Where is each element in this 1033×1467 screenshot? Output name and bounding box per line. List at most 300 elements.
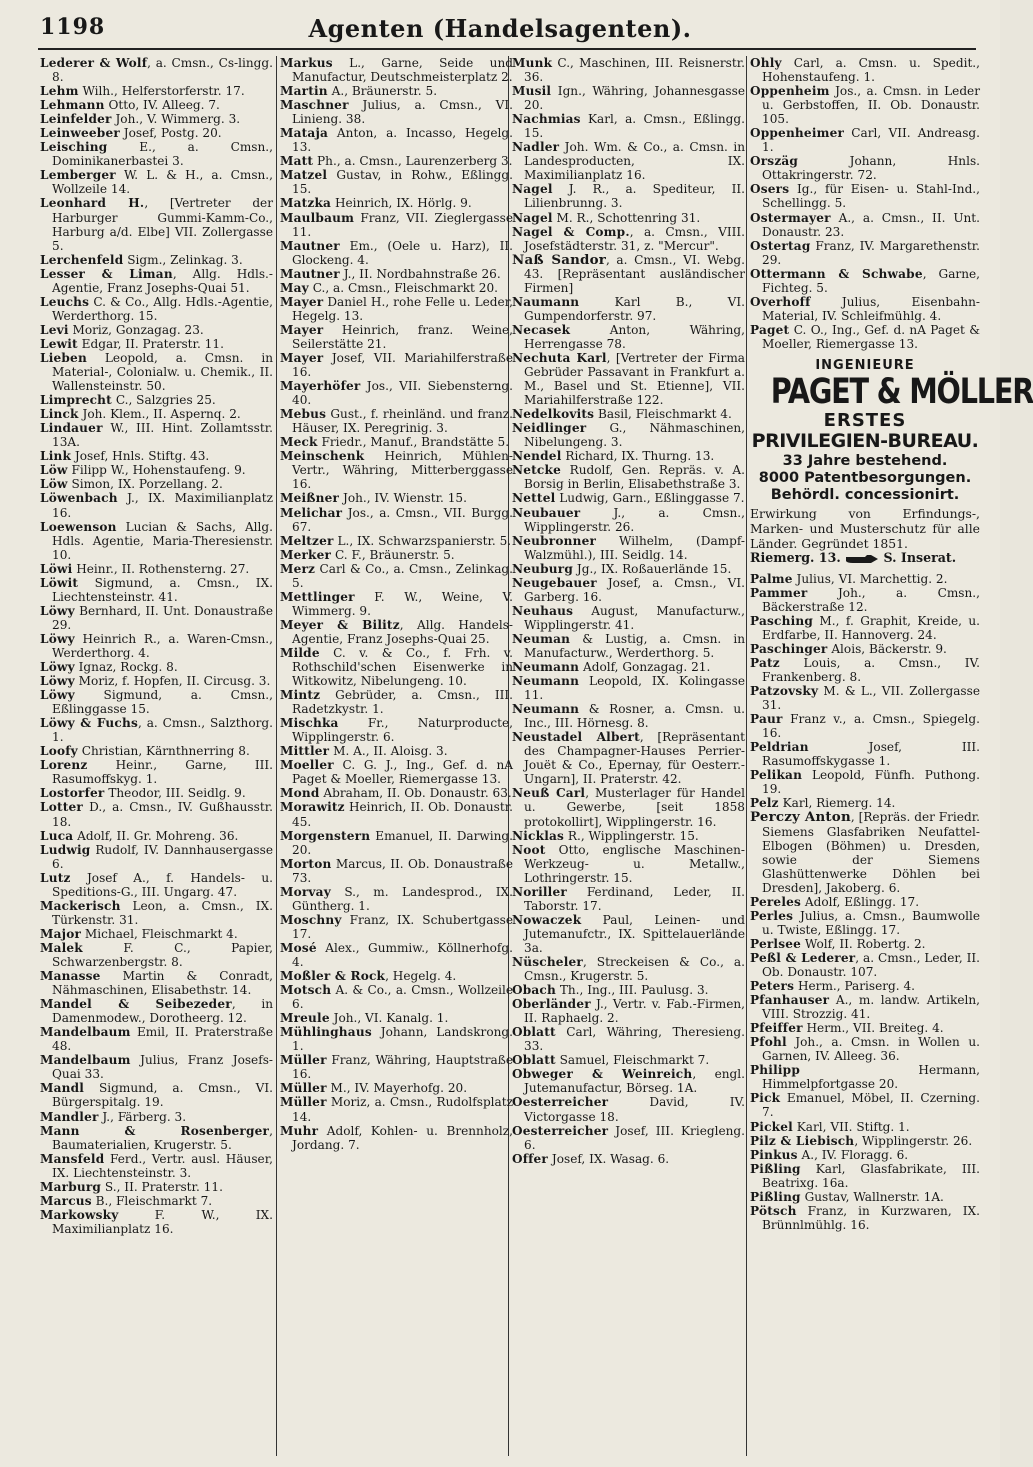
entry-details: , Garne, Fichteg. 5. xyxy=(762,266,980,295)
directory-entry xyxy=(280,1053,513,1081)
entry-details: Jos., a. Cmsn., VII. Burgg. 67. xyxy=(292,505,513,534)
directory-entry xyxy=(512,660,745,674)
entry-details: Otto, IV. Alleeg. 7. xyxy=(104,98,220,113)
entry-name: Perlsee xyxy=(750,936,802,951)
entry-details: August, Manufacturw., Wipplingerstr. 41. xyxy=(524,603,745,632)
entry-name: Link xyxy=(40,449,72,464)
entry-name: Morton xyxy=(280,856,332,871)
entry-name: Pickel xyxy=(750,1119,793,1134)
entry-name: Orszäg xyxy=(750,154,799,169)
directory-entry xyxy=(750,796,980,810)
entry-details: Gust., f. rheinländ. und franz. Häuser, IX. Peregrinig. 3. xyxy=(292,407,513,436)
entry-name: Major xyxy=(40,926,82,941)
entry-name: Lieben xyxy=(40,350,87,365)
entry-name: Mittler xyxy=(280,744,330,759)
directory-entry xyxy=(512,983,745,997)
entry-name: Moeller xyxy=(280,758,334,773)
directory-entry xyxy=(40,477,273,491)
entry-name: Obach xyxy=(512,983,556,998)
directory-entry xyxy=(280,126,513,154)
directory-entry xyxy=(40,491,273,519)
entry-details: , in Damenmodew., Dorotheerg. 12. xyxy=(52,997,273,1026)
entry-details: Gustav, in Rohw., Eßlingg. 15. xyxy=(292,168,513,197)
pointing-hand-icon xyxy=(845,553,879,565)
entry-details: Heinrich, franz. Weine, Seilerstätte 21. xyxy=(292,322,513,351)
entry-name: Meißner xyxy=(280,491,340,506)
entry-details: Michael, Fleischmarkt 4. xyxy=(81,926,238,941)
entry-details: J., Färberg. 3. xyxy=(98,1109,187,1124)
entry-name: Mautner xyxy=(280,266,340,281)
entry-name: Offer xyxy=(512,1151,549,1166)
directory-entry xyxy=(750,1120,980,1134)
entry-name: Mreule xyxy=(280,1011,330,1026)
directory-entry xyxy=(512,506,745,534)
entry-details: , Baumaterialien, Krugerstr. 5. xyxy=(52,1123,273,1152)
directory-entry xyxy=(750,126,980,154)
entry-name: Markowsky xyxy=(40,1207,119,1222)
entry-details: L., IX. Schwarzspanierstr. 5. xyxy=(333,533,512,548)
entry-details: Jg., IX. Roßauerlände 15. xyxy=(573,561,732,576)
entry-details: Fr., Naturproducte, Wipplingerstr. 6. xyxy=(292,716,513,745)
directory-entry xyxy=(40,1194,273,1208)
directory-entry xyxy=(512,786,745,828)
directory-entry xyxy=(40,1208,273,1236)
entry-name: Merz xyxy=(280,561,316,576)
entry-details: Emanuel, II. Darwing. 20. xyxy=(292,828,513,857)
directory-entry xyxy=(512,997,745,1025)
entry-details: G., Nähmaschinen, Nibelungeng. 3. xyxy=(524,421,745,450)
directory-entry xyxy=(40,98,273,112)
entry-name: Neubronner xyxy=(512,533,597,548)
entry-name: Leuchs xyxy=(40,294,90,309)
entry-name: Lindauer xyxy=(40,421,103,436)
entry-details: Ig., für Eisen- u. Stahl-Ind., Schellingg. 5. xyxy=(762,182,980,211)
entry-details: W., III. Hint. Zollamtsstr. 13A. xyxy=(52,421,273,450)
directory-entry xyxy=(40,56,273,84)
entry-details: Sigmund, a. Cmsn., VI. Bürgerspitalg. 19. xyxy=(52,1081,273,1110)
directory-entry xyxy=(280,491,513,505)
entry-details: Em., (Oele u. Harz), II. Glockeng. 4. xyxy=(292,238,513,267)
entry-name: Mühlinghaus xyxy=(280,1025,372,1040)
entry-name: Müller xyxy=(280,1095,327,1110)
entry-details: , [Vertreter der Firma Gebrüder Passavant in Frankfurt a. M., Basel und St. Etienne], VII. Mariahilferstraße 122. xyxy=(524,350,745,408)
directory-entry xyxy=(512,84,745,112)
entry-details: Joh. Klem., II. Aspernq. 2. xyxy=(78,407,241,422)
directory-entry xyxy=(40,520,273,562)
directory-entry xyxy=(280,646,513,688)
entry-details: Carl, VII. Andreasg. 1. xyxy=(762,126,980,155)
directory-entry xyxy=(750,1190,980,1204)
directory-entry xyxy=(40,1180,273,1194)
entry-name: Netcke xyxy=(512,463,561,478)
entry-name: Marcus xyxy=(40,1193,92,1208)
entry-name: Lehmann xyxy=(40,98,105,113)
entry-name: Pammer xyxy=(750,585,808,600)
entry-details: , [Repräs. der Friedr. Siemens Glasfabriken Neufattel-Elbogen (Böhmen) u. Dresden, sowie der Siemens Glashüttenwerke Döhlen bei Dresden], Jakoberg. 6. xyxy=(762,810,980,895)
entry-details: Johann, Hnls. Ottakringerstr. 72. xyxy=(762,154,980,183)
directory-entry xyxy=(512,674,745,702)
directory-entry xyxy=(40,267,273,295)
entry-details: M. R., Schottenring 31. xyxy=(552,210,701,225)
entry-name: Mandler xyxy=(40,1109,99,1124)
directory-entry xyxy=(512,140,745,182)
entry-details: C. G. J., Ing., Gef. d. nA Paget & Moeller, Riemergasse 13. xyxy=(292,758,513,787)
entry-name: Paschinger xyxy=(750,641,828,656)
entry-details: C. O., Ing., Gef. d. nA Paget & Moeller, Riemergasse 13. xyxy=(762,322,980,351)
directory-entry xyxy=(280,211,513,239)
directory-entry xyxy=(40,758,273,786)
directory-entry xyxy=(750,740,980,768)
entry-details: Rudolf, IV. Dannhausergasse 6. xyxy=(52,842,273,871)
entry-details: Joh., V. Wimmerg. 3. xyxy=(111,112,241,127)
entry-name: Lorenz xyxy=(40,758,88,773)
entry-details: J., Vertr. v. Fab.-Firmen, II. Raphaelg. 2. xyxy=(524,997,745,1026)
entry-details: M., f. Graphit, Kreide, u. Erdfarbe, II. Hannoverg. 24. xyxy=(762,613,980,642)
entry-name: Lostorfer xyxy=(40,786,105,801)
entry-details: Friedr., Manuf., Brandstätte 5. xyxy=(317,435,510,450)
directory-entry xyxy=(40,871,273,899)
entry-name: Lesser & Liman xyxy=(40,266,173,281)
entry-details: Rudolf, Gen. Repräs. v. A. Borsig in Berlin, Elisabethstraße 3. xyxy=(524,463,745,492)
directory-entry xyxy=(512,829,745,843)
entry-details: Ferd., Vertr. ausl. Häuser, IX. Liechtensteinstr. 3. xyxy=(52,1151,273,1180)
entry-name: Pelikan xyxy=(750,768,803,783)
entry-details: , Allg. Hdls.-Agentie, Franz Josephs-Quai 51. xyxy=(52,266,273,295)
entry-details: Filipp W., Hohenstaufeng. 9. xyxy=(67,463,246,478)
entry-details: Moriz, a. Cmsn., Rudolfsplatz 14. xyxy=(292,1095,513,1124)
entry-name: Neidlinger xyxy=(512,421,587,436)
entry-name: Markus xyxy=(280,56,333,70)
entry-details: J. R., a. Spediteur, II. Lilienbrunng. 3. xyxy=(524,182,745,211)
page-number: 1198 xyxy=(40,14,106,40)
entry-name: Mandel & Seibezeder xyxy=(40,997,232,1012)
entry-name: Nagel & Comp. xyxy=(512,224,630,239)
entry-details: Anton, Währing, Herrengasse 78. xyxy=(524,322,745,351)
entry-name: Manasse xyxy=(40,969,101,984)
entry-name: Osers xyxy=(750,182,790,197)
directory-entry xyxy=(750,1035,980,1063)
directory-entry xyxy=(512,351,745,407)
entry-details: Samuel, Fleischmarkt 7. xyxy=(555,1053,710,1068)
directory-entry xyxy=(40,688,273,716)
entry-details: Theodor, III. Seidlg. 9. xyxy=(104,786,246,801)
entry-details: C., Maschinen, III. Reisnerstr. 36. xyxy=(524,56,745,85)
entry-name: Neubauer xyxy=(512,505,581,520)
entry-name: Patzovsky xyxy=(750,684,819,699)
directory-entry xyxy=(40,576,273,604)
directory-entry xyxy=(40,140,273,168)
entry-name: Nachmias xyxy=(512,112,581,127)
entry-details: Franz, in Kurzwaren, IX. Brünnlmühlg. 16. xyxy=(762,1203,980,1232)
entry-details: F. W., Weine, V. Wimmerg. 9. xyxy=(292,589,513,618)
entry-details: Julius, Franz Josefs-Quai 33. xyxy=(52,1053,273,1082)
directory-entry xyxy=(280,534,513,548)
entry-name: Nechuta Karl xyxy=(512,350,607,365)
directory-entry xyxy=(40,997,273,1025)
directory-entry xyxy=(40,1081,273,1109)
directory-entry xyxy=(512,534,745,562)
directory-entry xyxy=(512,576,745,604)
entry-details: Jos., VII. Siebensterng. 40. xyxy=(292,379,513,408)
directory-entry xyxy=(280,267,513,281)
directory-entry xyxy=(280,407,513,435)
entry-name: Löwy xyxy=(40,674,75,689)
page-header: Agenten (Handelsagenten). xyxy=(308,14,692,43)
directory-entry xyxy=(750,239,980,267)
entry-name: Oppenheimer xyxy=(750,126,845,141)
directory-entry xyxy=(40,112,273,126)
entry-name: Ottermann & Schwabe xyxy=(750,266,923,281)
entry-details: C. F., Bräunerstr. 5. xyxy=(331,547,455,562)
entry-name: Löwy & Fuchs xyxy=(40,716,138,731)
directory-entry xyxy=(40,969,273,997)
entry-name: Mann & Rosenberger xyxy=(40,1123,270,1138)
entry-details: Josef, III. Rasumoffskygasse 1. xyxy=(762,740,980,769)
entry-details: Heinr., II. Rothensterng. 27. xyxy=(72,561,250,576)
entry-details: , Hegelg. 4. xyxy=(385,969,457,984)
ad-line-4: 8000 Patentbesorgungen. xyxy=(758,469,972,486)
directory-entry xyxy=(750,951,980,979)
directory-entry xyxy=(280,941,513,969)
entry-details: Karl, Glasfabrikate, III. Beatrixg. 16a. xyxy=(762,1161,980,1190)
entry-name: Linck xyxy=(40,407,79,422)
entry-name: Peßl & Lederer xyxy=(750,950,856,965)
entry-name: Peldrian xyxy=(750,740,809,755)
directory-entry xyxy=(750,56,980,84)
entry-details: Julius, Eisenbahn-Material, IV. Schleifmühlg. 4. xyxy=(762,294,980,323)
entry-details: Adolf, Kohlen- u. Brennholz, Jordang. 7. xyxy=(292,1123,513,1152)
directory-entry xyxy=(280,618,513,646)
entry-details: Heinrich R., a. Waren-Cmsn., Werderthorg. 4. xyxy=(52,631,273,660)
directory-entry xyxy=(512,1095,745,1123)
entry-details: & Rosner, a. Cmsn. u. Inc., III. Hörnesg. 8. xyxy=(524,702,745,731)
entry-name: Löw xyxy=(40,463,68,478)
entry-details: Emil, II. Praterstraße 48. xyxy=(52,1025,273,1054)
directory-entry xyxy=(40,562,273,576)
entry-name: Neugebauer xyxy=(512,575,597,590)
directory-entry xyxy=(280,196,513,210)
directory-entry xyxy=(40,1025,273,1053)
directory-entry xyxy=(280,913,513,941)
entry-details: , a. Cmsn., Salzthorg. 1. xyxy=(52,716,273,745)
directory-entry xyxy=(750,182,980,210)
entry-name: Paget xyxy=(750,322,790,337)
entry-name: Perczy Anton xyxy=(750,809,851,826)
directory-entry xyxy=(512,702,745,730)
column-4-entries-bottom xyxy=(750,572,980,1232)
entry-details: Th., Ing., III. Paulusg. 3. xyxy=(555,983,709,998)
directory-entry xyxy=(280,562,513,590)
entry-name: Leinweeber xyxy=(40,126,120,141)
entry-details: Josef, VII. Mariahilferstraße 16. xyxy=(292,350,513,380)
directory-entry xyxy=(40,295,273,323)
entry-details: Marcus, II. Ob. Donaustraße 73. xyxy=(292,856,513,885)
entry-name: Martin xyxy=(280,84,328,99)
directory-entry xyxy=(40,674,273,688)
entry-name: Morawitz xyxy=(280,800,345,815)
entry-details: Carl, Währing, Theresieng. 33. xyxy=(524,1025,745,1054)
entry-name: Löwi xyxy=(40,561,73,576)
directory-entry xyxy=(750,937,980,951)
entry-details: S., II. Praterstr. 11. xyxy=(101,1179,223,1194)
directory-entry xyxy=(750,1091,980,1119)
directory-entry xyxy=(750,642,980,656)
entry-name: Matt xyxy=(280,154,314,169)
directory-entry xyxy=(40,126,273,140)
entry-name: Meltzer xyxy=(280,533,334,548)
entry-details: Wilhelm, (Dampf-Walzmühl.), III. Seidlg. 14. xyxy=(524,533,745,562)
entry-details: Heinrich, II. Ob. Donaustr. 45. xyxy=(292,800,513,829)
directory-entry xyxy=(750,1204,980,1232)
directory-entry xyxy=(40,1110,273,1124)
entry-name: Melichar xyxy=(280,505,343,520)
entry-details: Martin & Conradt, Nähmaschinen, Elisabethstr. 14. xyxy=(52,969,273,998)
directory-entry xyxy=(40,829,273,843)
entry-details: Carl & Co., a. Cmsn., Zelinkag. 5. xyxy=(292,561,513,590)
directory-entry xyxy=(750,1162,980,1190)
directory-entry xyxy=(512,211,745,225)
entry-name: Ohly xyxy=(750,56,782,70)
ad-line-1: ERSTES xyxy=(823,409,907,431)
directory-entry xyxy=(280,590,513,618)
entry-name: Naß Sandor xyxy=(512,251,606,268)
entry-name: Neuman xyxy=(512,631,571,646)
directory-entry xyxy=(280,548,513,562)
entry-name: Mayer xyxy=(280,294,324,309)
entry-details: Karl, VII. Stiftg. 1. xyxy=(792,1119,910,1134)
ad-footer xyxy=(750,551,980,565)
directory-entry xyxy=(280,379,513,407)
entry-name: Mosé xyxy=(280,940,317,955)
entry-name: Mandelbaum xyxy=(40,1025,131,1040)
entry-details: Emanuel, Möbel, II. Czerning. 7. xyxy=(762,1091,980,1120)
directory-entry xyxy=(750,154,980,182)
entry-name: Moßler & Rock xyxy=(280,969,386,984)
entry-name: Pasching xyxy=(750,613,814,628)
directory-entry xyxy=(280,688,513,716)
entry-name: Löwy xyxy=(40,660,75,675)
entry-details: Louis, a. Cmsn., IV. Frankenberg. 8. xyxy=(762,655,980,685)
entry-details: Christian, Kärnthnerring 8. xyxy=(77,744,250,759)
entry-name: Palme xyxy=(750,571,793,586)
entry-name: Mansfeld xyxy=(40,1151,105,1166)
directory-entry xyxy=(512,225,745,253)
directory-entry xyxy=(280,786,513,800)
entry-details: Franz, IV. Margarethenstr. 29. xyxy=(762,238,980,267)
entry-details: David, IV. Victorgasse 18. xyxy=(524,1095,745,1124)
entry-details: Hermann, Himmelpfortgasse 20. xyxy=(762,1063,980,1092)
directory-entry xyxy=(750,979,980,993)
directory-entry xyxy=(40,421,273,449)
directory-entry xyxy=(512,421,745,449)
directory-entry xyxy=(750,909,980,937)
entry-name: Mond xyxy=(280,786,320,801)
header-rule xyxy=(38,48,976,50)
directory-entry xyxy=(280,98,513,126)
directory-entry xyxy=(750,1063,980,1091)
directory-entry xyxy=(512,562,745,576)
entry-name: Mayerhöfer xyxy=(280,379,361,394)
entry-name: Marburg xyxy=(40,1179,102,1194)
directory-entry xyxy=(512,885,745,913)
entry-details: Karl, Riemerg. 14. xyxy=(778,796,896,811)
entry-name: Mackerisch xyxy=(40,898,121,913)
directory-entry xyxy=(280,239,513,267)
entry-name: Merker xyxy=(280,547,332,562)
directory-entry xyxy=(512,1053,745,1067)
directory-entry xyxy=(280,744,513,758)
entry-details: Daniel H., rohe Felle u. Leder, Hegelg. 13. xyxy=(292,294,513,323)
directory-entry xyxy=(750,684,980,712)
directory-entry xyxy=(512,632,745,660)
entry-details: Paul, Leinen- und Jutemanufctr., IX. Spittelauerlände 3a. xyxy=(524,912,745,955)
entry-details: Bernhard, II. Unt. Donaustraße 29. xyxy=(52,603,273,632)
entry-details: Wolf, II. Robertg. 2. xyxy=(801,936,926,951)
column-3 xyxy=(512,56,745,1456)
directory-entry xyxy=(750,895,980,909)
directory-entry xyxy=(280,506,513,534)
entry-name: Neuburg xyxy=(512,561,574,576)
directory-entry xyxy=(512,463,745,491)
entry-name: Malek xyxy=(40,940,83,955)
directory-entry xyxy=(40,604,273,632)
entry-name: Lutz xyxy=(40,870,71,885)
entry-details: Anton, a. Incasso, Hegelg. 13. xyxy=(292,126,513,155)
entry-details: Leopold, Fünfh. Puthong. 19. xyxy=(762,768,980,797)
entry-details: , a. Cmsn., Leder, II. Ob. Donaustr. 107. xyxy=(762,950,980,979)
entry-name: Noot xyxy=(512,842,546,857)
entry-details: Heinrich, Mühlen-Vertr., Währing, Mitterberggasse 16. xyxy=(292,449,513,492)
entry-details: Leopold, IX. Kolingasse 11. xyxy=(524,674,745,703)
entry-details: M. A., II. Aloisg. 3. xyxy=(329,744,448,759)
advertisement-paget-moeller xyxy=(750,357,1033,566)
directory-entry xyxy=(750,295,980,323)
ad-kicker: INGENIEURE xyxy=(815,357,915,373)
directory-entry xyxy=(40,632,273,660)
directory-entry xyxy=(512,182,745,210)
entry-details: Josef, Hnls. Stiftg. 43. xyxy=(71,449,210,464)
entry-details: Carl, a. Cmsn. u. Spedit., Hohenstaufeng. 1. xyxy=(762,56,980,85)
entry-name: Pötsch xyxy=(750,1203,797,1218)
ad-line-5: Behördl. concessionirt. xyxy=(770,486,960,503)
directory-entry xyxy=(750,1148,980,1162)
entry-name: Loofy xyxy=(40,744,78,759)
entry-details: F. W., IX. Maximilianplatz 16. xyxy=(52,1207,273,1236)
directory-entry xyxy=(750,84,980,126)
ad-body-text: Erwirkung von Erfindungs-, Marken- und Musterschutz für alle Länder. Gegründet 1851. xyxy=(750,506,980,552)
directory-entry xyxy=(750,712,980,740)
directory-entry xyxy=(40,463,273,477)
entry-details: Joh., a. Cmsn. in Wollen u. Garnen, IV. Alleeg. 36. xyxy=(762,1035,980,1064)
entry-details: & Lustig, a. Cmsn. in Manufacturw., Werderthorg. 5. xyxy=(524,631,745,660)
entry-name: Neuß Carl xyxy=(512,786,586,801)
entry-details: Josef, IX. Wasag. 6. xyxy=(548,1151,670,1166)
entry-name: Morgenstern xyxy=(280,828,371,843)
directory-entry xyxy=(750,1021,980,1035)
entry-name: Pick xyxy=(750,1091,781,1106)
entry-details: , a. Cmsn., Cs-lingg. 8. xyxy=(52,56,273,85)
entry-details: M., IV. Mayerhofg. 20. xyxy=(326,1081,468,1096)
entry-details: Lucian & Sachs, Allg. Hdls. Agentie, Maria-Theresienstr. 10. xyxy=(52,519,273,562)
entry-details: Basil, Fleischmarkt 4. xyxy=(594,407,732,422)
directory-entry xyxy=(40,323,273,337)
directory-entry xyxy=(750,810,980,894)
entry-details: Leopold, a. Cmsn. in Material-, Colonialw. u. Chemik., II. Wallensteinstr. 50. xyxy=(52,350,273,394)
entry-details: A., Bräunerstr. 5. xyxy=(327,84,438,99)
entry-name: Lotter xyxy=(40,800,84,815)
entry-details: Richard, IX. Thurng. 13. xyxy=(561,449,715,464)
directory-entry xyxy=(280,154,513,168)
